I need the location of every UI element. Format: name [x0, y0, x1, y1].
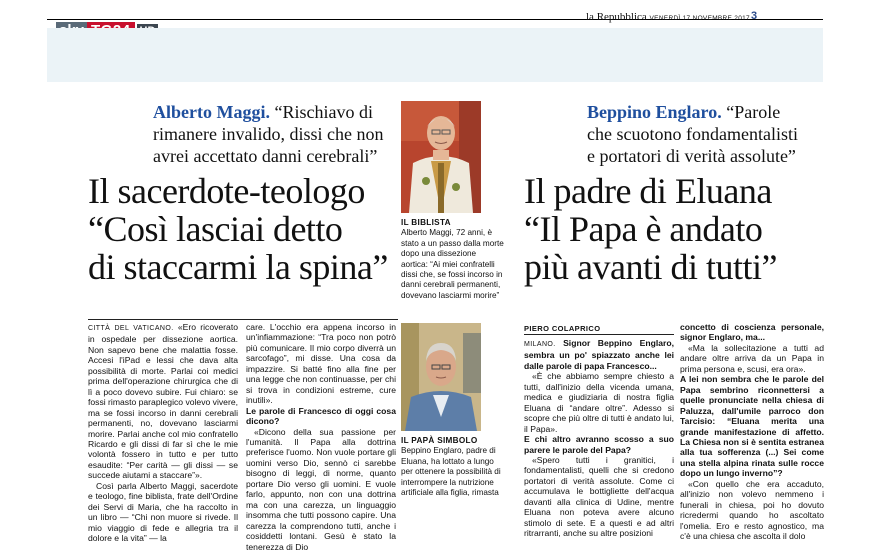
left-headline-line: di staccarmi la spina” [88, 247, 388, 287]
right-headline-line: “Il Papa è andato [524, 209, 763, 249]
caption-maggi [401, 218, 505, 301]
col2-question-text: Le parole di Francesco di oggi cosa dicono? [246, 405, 396, 427]
caption-text-englaro: Beppino Englaro, padre di Eluana, ha lottato a lungo per ottenere la possibilità di interrompere la nutrizione artificiale alla figlia, rimasta [401, 446, 501, 498]
left-kicker-name: Alberto Maggi. [153, 102, 270, 122]
col2-paragraph-2: «Dicono della sua passione per l'umanità. Il Papa alla dottrina preferisce l'uomo. Non vuole portare gli uomini verso Dio, sennò ci sarebbe bisogno di leggi, di norme, quanto portare Dio verso gli uomini. E vuole farlo, appunto, non con una dottrina ma con una carezza, un linguaggio insomma che tutti possono capire. Una carezza la comprendono tutti, anche i cosiddetti lontani. Gesù è stato la tenerezza di Dio [246, 426, 396, 552]
col3-paragraph: «È che abbiamo sempre chiesto a tutti, dall'inizio della vicenda umana, medica e giudiziaria di nostra figlia Eluana di “andare oltre”. Adesso si scopre che più oltre di tutti è andato lui, il Papa». [524, 371, 674, 434]
col3-question [524, 434, 674, 455]
page-number: 3 [751, 10, 758, 22]
left-body-column-2 [246, 322, 396, 552]
col4-paragraph [680, 322, 824, 343]
byline-rule [524, 334, 674, 335]
col1-dateline: CITTÀ DEL VATICANO. [88, 325, 174, 332]
left-headline-line: “Così lasciai detto [88, 209, 343, 249]
col2-paragraph: care. L'occhio era appena incorso in un'infiammazione: “Tra poco non potrò più comunicare. Il mio corpo diverrà un sarcofago”, mi disse. Una cosa da impazzire. Si batté fino alla fine per una legge che non continuasse, per chi si trova in condizioni estreme, cure inutili». [246, 322, 396, 406]
col4-lead-text: concetto di coscienza personale, signor Englaro, ma... [680, 322, 824, 343]
left-kicker-quote: “Rischiavo di rimanere invalido, dissi che non avrei accettato danni cerebrali” [153, 102, 384, 166]
photo-beppino-englaro [401, 323, 481, 431]
caption-englaro [401, 436, 505, 498]
newspaper-name: la Repubblica [586, 11, 647, 23]
photo-alberto-maggi [401, 101, 481, 213]
col1-text: «Ero ricoverato in ospedale per dissezione aortica. Non sapevo bene che malattia fosse. Accesi l'iPad e lessi che dava alta possibilità di morte. Parlai coi medici prima dell'operazione chirurgica che di lì a poco dovevo subire. Fui chiaro: se fossi rimasto paraplegico volevo vivere, ma se fossi incorso in danni cerebrali permanenti, no, dovevano lasciarmi morire. Parlai anche col mio confratello Ricardo e gli dissi di far sì che le mie volontà fossero in tutto e per tutto esaudite: “Per carità — gli dissi — se succede aiutami a staccare”». [88, 322, 238, 481]
priest-portrait-image [401, 101, 481, 213]
right-kicker-quote: “Parole che scuotono fondamentalisti e portatori di verità assolute” [587, 102, 798, 166]
right-body-column-1 [524, 338, 674, 539]
right-body-column-2 [680, 322, 824, 542]
col4-question [680, 374, 824, 479]
byline: PIERO COLAPRICO [524, 324, 601, 333]
caption-label-englaro: IL PAPÀ SIMBOLO [401, 436, 478, 445]
right-kicker [587, 101, 802, 167]
col1-paragraph [88, 322, 238, 481]
col3-question-text: E chi altro avranno scosso a suo parere le parole del Papa? [524, 434, 674, 455]
col4-question-text: A lei non sembra che le parole del Papa sembrino riconnettersi a quelle pronunciate nella chiesa di Paluzza, dall'umile parroco don Tarcisio: “Eluana merita una grande manifestazione di affetto. La Chiesa non si è sentita estranea alla tua sofferenza (...) Sei come una stella alpina rinata sulle rocce dopo un lungo inverno”? [680, 374, 824, 479]
left-body-column-1 [88, 322, 238, 544]
right-headline [524, 172, 824, 286]
col3-lead-text: Signor Beppino Englaro, sembra un po' spiazzato anche lei dalle parole di papa Francesco... [524, 338, 674, 371]
col1-paragraph-2: Così parla Alberto Maggi, sacerdote e teologo, fine biblista, frate dell'Ordine dei Servi di Maria, che ha raccolto in un libro — “Chi non muore si rivede. Il mio viaggio di fede e allegria tra il dolore e la vita” — la [88, 480, 238, 544]
left-kicker [153, 101, 393, 167]
englaro-portrait-image [401, 323, 481, 431]
header-band [47, 28, 823, 82]
issue-date: VENERDÌ 17 NOVEMBRE 2017 [649, 15, 750, 22]
col3-paragraph-2: «Spero tutti i granitici, i fondamentalisti, quelli che si credono portatori di verità assolute. Come ci accumulava le bottigliette dell'acqua davanti alla clinica di Udine, mentre Eluana non poteva avere alcuno stimolo di sete. E a questi e ad altri ritrarranti, anche su altre posizioni [524, 454, 674, 539]
col3-lead [524, 338, 674, 371]
caption-text-maggi: Alberto Maggi, 72 anni, è stato a un passo dalla morte dopo una dissezione aortica: “Ai miei confratelli dissi che, se fossi incorso in danni cerebrali permanenti, dovevano lasciarmi morire” [401, 228, 504, 300]
col3-dateline: MILANO. [524, 341, 556, 348]
col4-paragraph-3: «Con quello che era accaduto, all'inizio non volevo nemmeno i funerali in chiesa, poi ho dovuto ricredermi quando ho ascoltato l'omelia. Ero e resto agnostico, ma c'è una chiesa che ascolta il dolo [680, 478, 824, 542]
caption-label-maggi: IL BIBLISTA [401, 218, 451, 227]
left-headline [88, 172, 398, 286]
col4-paragraph-2: «Ma la sollecitazione a tutti ad andare oltre arriva da un Papa in prima persona e, scusi, era ora». [680, 342, 824, 374]
col2-question [246, 406, 396, 427]
left-headline-line: Il sacerdote-teologo [88, 171, 365, 211]
right-headline-line: Il padre di Eluana [524, 171, 772, 211]
right-headline-line: più avanti di tutti” [524, 247, 777, 287]
left-body-rule [88, 319, 398, 320]
right-kicker-name: Beppino Englaro. [587, 102, 722, 122]
masthead [586, 11, 750, 23]
